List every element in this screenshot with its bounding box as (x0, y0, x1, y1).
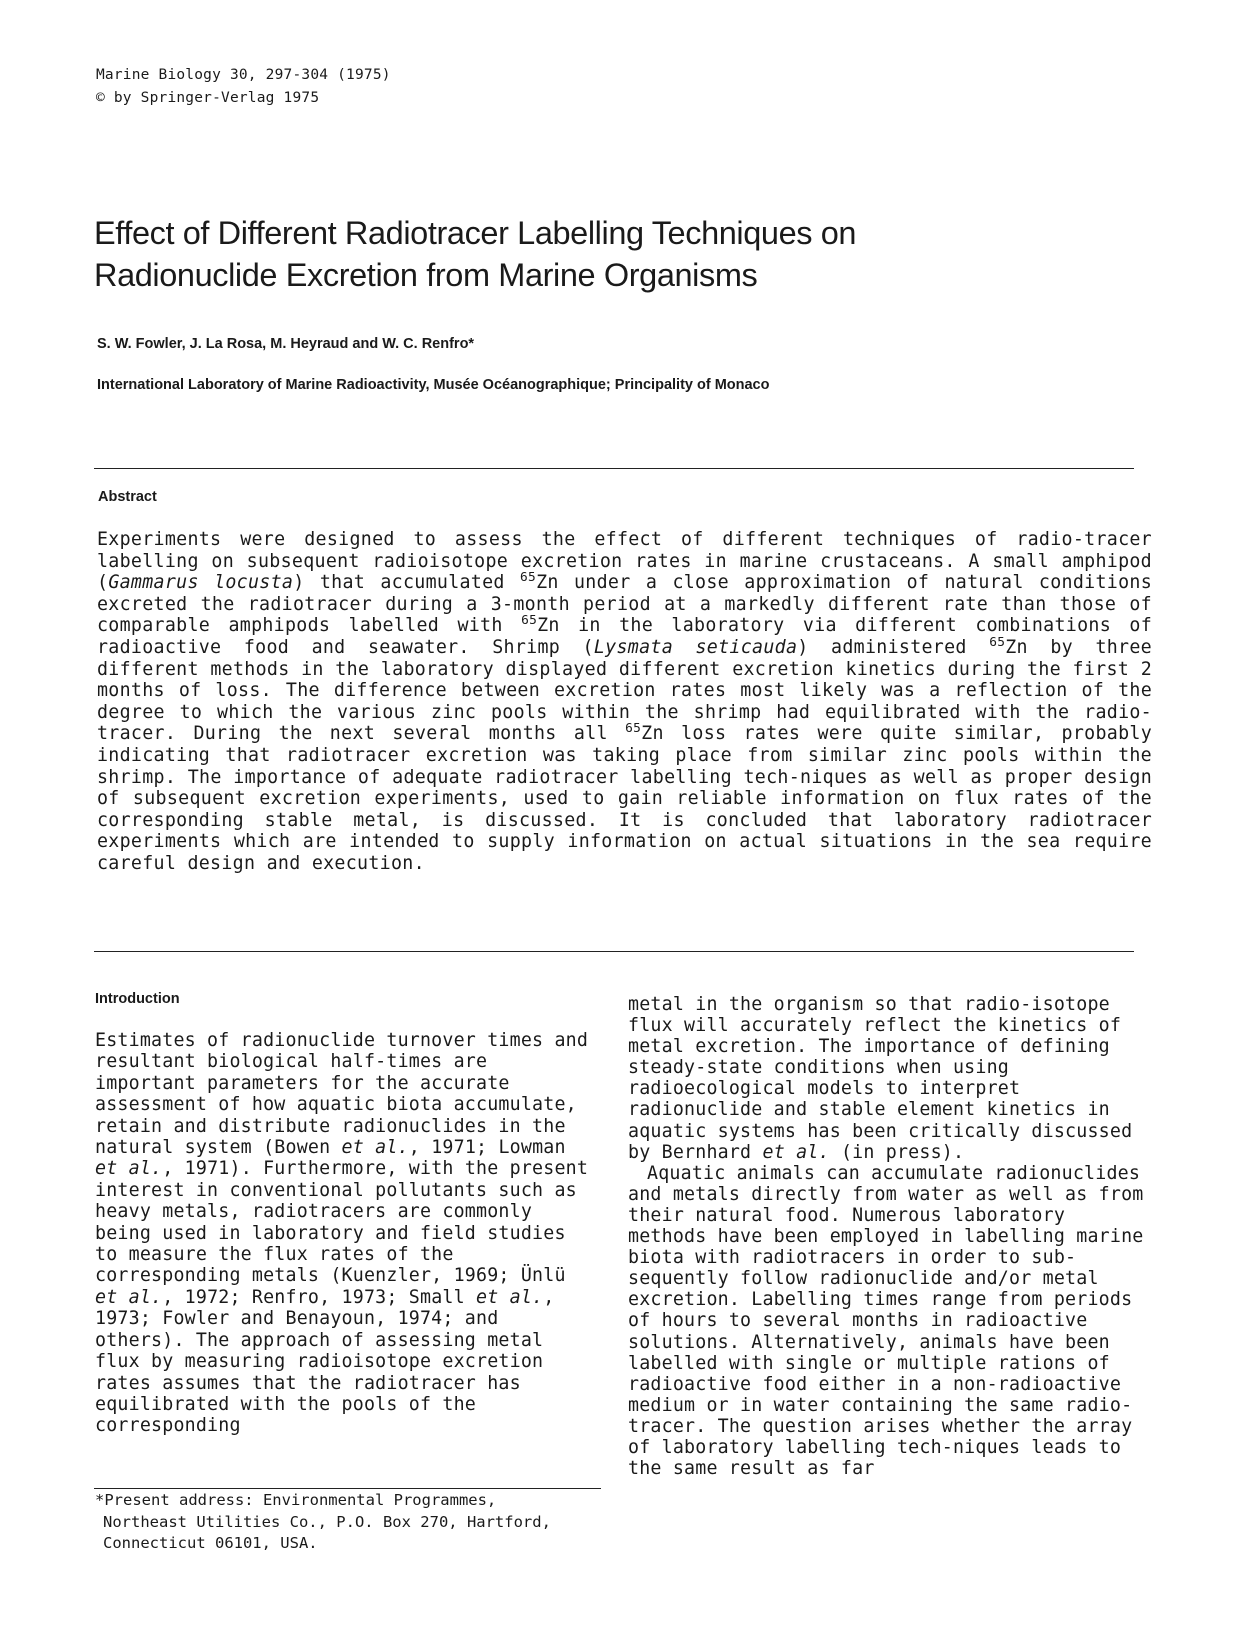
introduction-heading: Introduction (95, 991, 180, 1007)
footnote: *Present address: Environmental Programmes, Northeast Utilities Co., P.O. Box 270, Hartford, Connecticut 06101, USA. (95, 1491, 551, 1552)
abstract-text: Experiments were designed to assess the effect of different techniques of radio-tracer labelling on subsequent radioisotope excretion rates in marine crustaceans. A small amphipod (Gammarus locusta) that accumulated $^{65}$Zn under a close approximation of natural conditions excreted the radiotracer during a 3-month period at a markedly different rate than those of comparable amphipods labelled with $^{65}$Zn in the laboratory via different combinations of radioactive food and seawater. Shrimp (Lysmata seticauda) administered $^{65}$Zn by three different methods in the laboratory displayed different excretion kinetics during the first 2 months of loss. The difference between excretion rates most likely was a reflection of the degree to which the various zinc pools within the shrimp had equilibrated with the radio-tracer. During the next several months all $^{65}$Zn loss rates were quite similar, probably indicating that radiotracer excretion was taking place from similar zinc pools within the shrimp. The importance of adequate radiotracer labelling tech-niques as well as proper design of subsequent excretion experiments, used to gain reliable information on flux rates of the corresponding stable metal, is discussed. It is concluded that laboratory radiotracer experiments which are intended to supply information on actual situations in the sea require careful design and execution. (97, 529, 1153, 874)
author-list: S. W. Fowler, J. La Rosa, M. Heyraud and W. C. Renfro* (97, 336, 475, 352)
introduction-column-right: metal in the organism so that radio-isotope flux will accurately reflect the kinetics of metal excretion. The importance of defining steady-state conditions when using radioecological models to interpret radionuclide and stable element kinetics in aquatic systems has been critically discussed by Bernhard et al. (in press). Aquatic animals can accumulate radionuclides and metals directly from water as well as from their natural food. Numerous laboratory methods have been employed in labelling marine biota with radiotracers in order to sub-sequently follow radionuclide and/or metal excretion. Labelling times range from periods of hours to several months in radioactive solutions. Alternatively, animals have been labelled with single or multiple rations of radioactive food either in a non-radioactive medium or in water containing the same radio-tracer. The question arises whether the array of laboratory labelling tech-niques leads to the same result as far (628, 994, 1144, 1480)
abstract-bottom-rule (94, 951, 1134, 952)
journal-header (96, 64, 391, 110)
affiliation: International Laboratory of Marine Radioactivity, Musée Océanographique; Principality of Monaco (97, 377, 770, 393)
title-line-1: Effect of Different Radiotracer Labelling Techniques on (94, 215, 857, 251)
journal-citation: Marine Biology 30, 297-304 (1975) (96, 67, 391, 83)
abstract-heading: Abstract (98, 489, 157, 505)
paper-title (94, 212, 856, 296)
isotope-mass: 65 (989, 634, 1006, 650)
isotope-mass: 65 (521, 613, 538, 629)
isotope-mass: 65 (520, 570, 537, 586)
journal-copyright: © by Springer-Verlag 1975 (96, 90, 320, 106)
title-line-2: Radionuclide Excretion from Marine Organisms (94, 257, 758, 293)
species-name: Lysmata seticauda (593, 636, 798, 658)
species-name: Gammarus locusta (108, 572, 294, 594)
introduction-column-left: Estimates of radionuclide turnover times and resultant biological half-times are important parameters for the accurate assessment of how aquatic biota accumulate, retain and distribute radionuclides in the natural system (Bowen et al., 1971; Lowman et al., 1971). Furthermore, with the present interest in conventional pollutants such as heavy metals, radiotracers are commonly being used in laboratory and field studies to measure the flux rates of the corresponding metals (Kuenzler, 1969; Ünlü et al., 1972; Renfro, 1973; Small et al., 1973; Fowler and Benayoun, 1974; and others). The approach of assessing metal flux by measuring radioisotope excretion rates assumes that the radiotracer has equilibrated with the pools of the corresponding (95, 1030, 589, 1437)
abstract-top-rule (94, 468, 1134, 469)
footnote-rule (94, 1488, 601, 1489)
isotope-mass: 65 (625, 721, 642, 737)
